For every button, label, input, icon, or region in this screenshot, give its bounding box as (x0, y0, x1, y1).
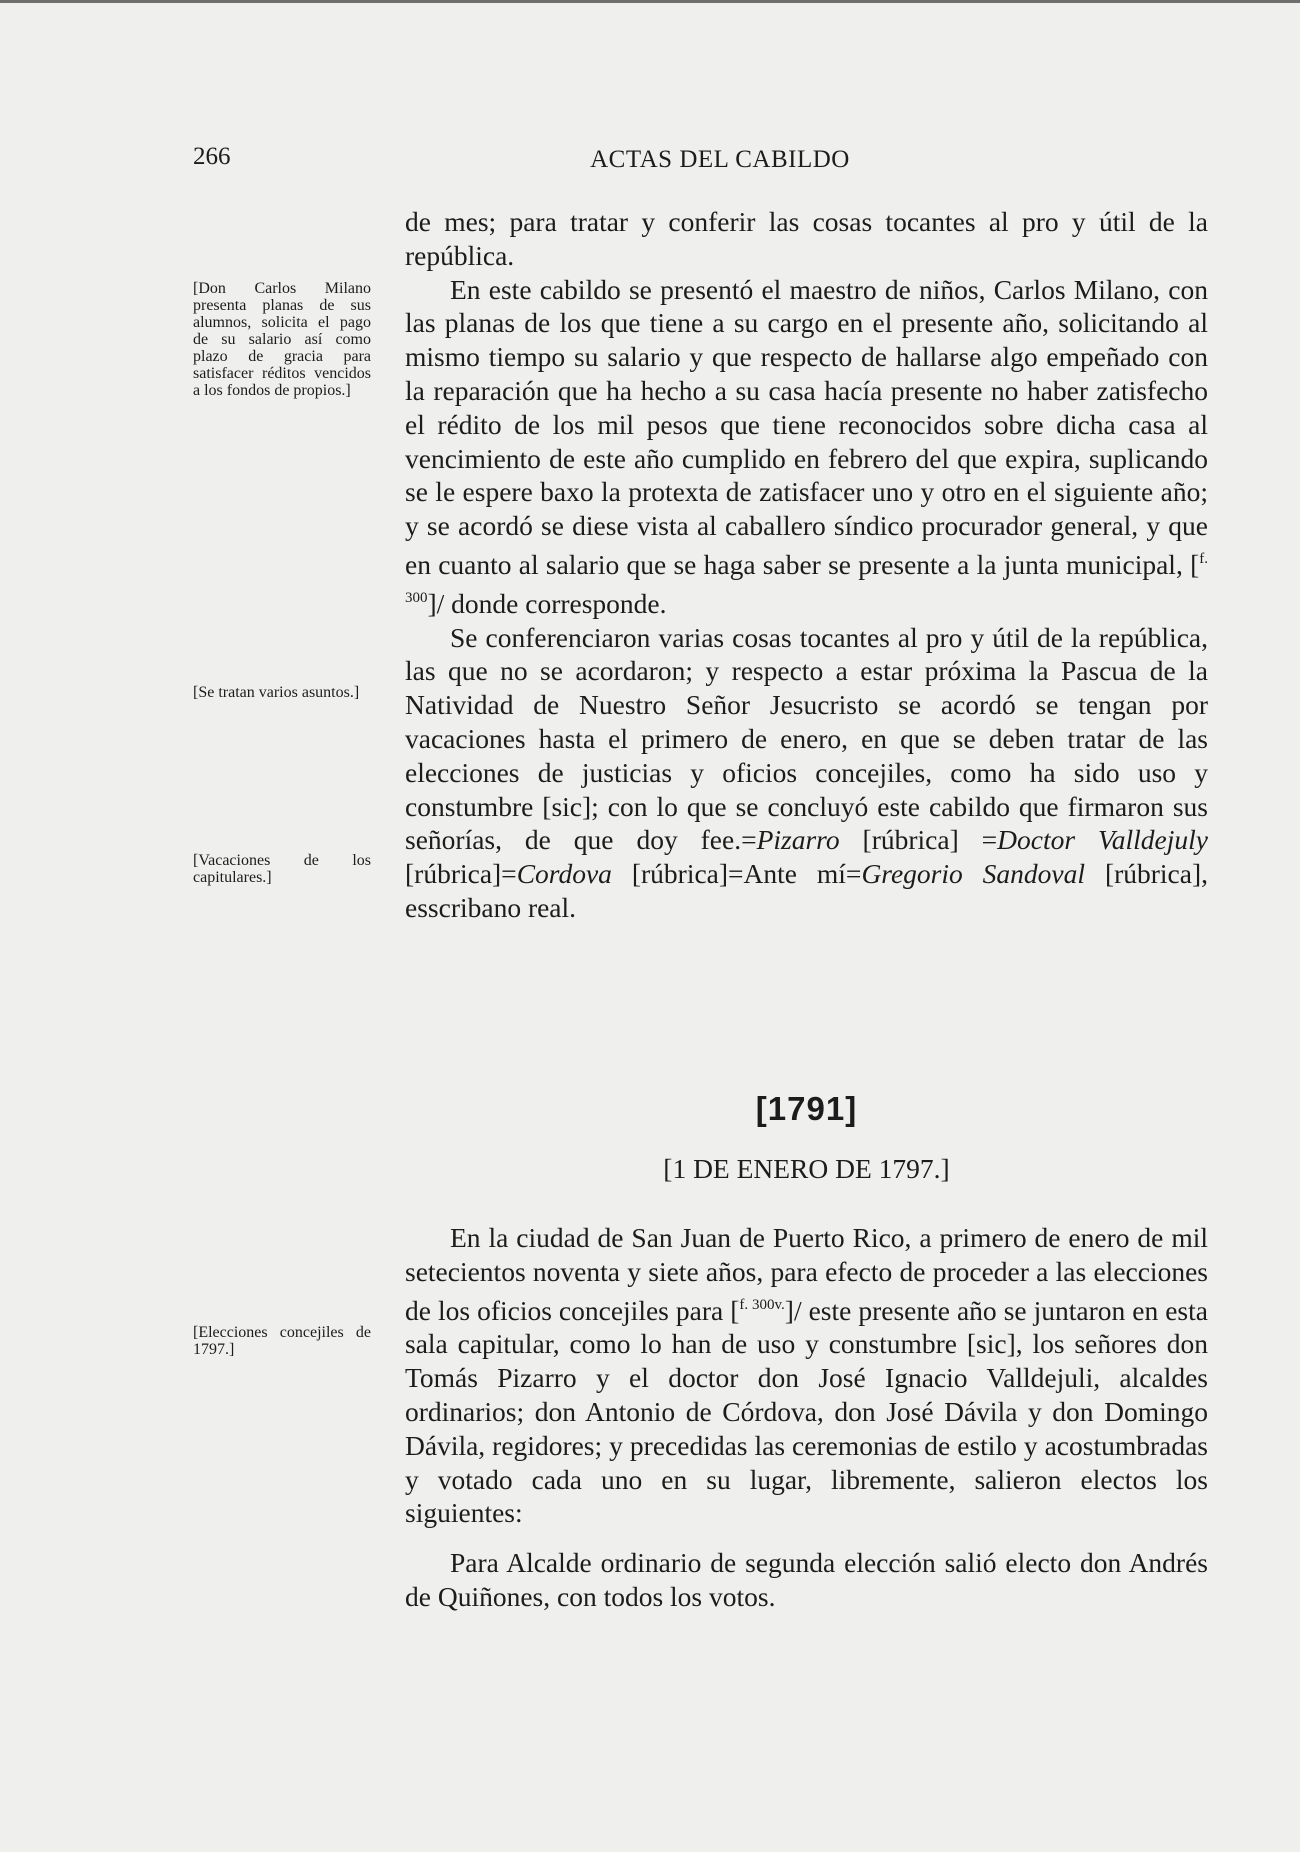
rubrica-3: [rúbrica]=Ante mí= (611, 858, 862, 890)
text-block-2 (405, 1221, 1208, 1614)
text-block-1 (405, 205, 1208, 925)
paragraph-elecciones-text: En la ciudad de San Juan de Puerto Rico, a primero de enero de mil setecientos noventa y siete años, para efecto de proceder a las elecciones de los oficios concejiles para [ (405, 1222, 1208, 1326)
margin-note-vacaciones: [Vacaciones de los capitulares.] (193, 852, 371, 886)
closing-text: [rúbrica], esscribano real. (405, 858, 1208, 923)
paragraph-vacaciones (405, 621, 1208, 925)
signature-sandoval: Gregorio Sandoval (861, 858, 1086, 890)
paragraph-continuation: de mes; para tratar y conferir las cosas tocantes al pro y útil de la república. (405, 206, 1208, 271)
signature-pizarro: Pizarro (756, 824, 840, 856)
signature-cordova: Cordova (516, 858, 612, 890)
paragraph-milano-end: ]/ donde corresponde. (427, 587, 667, 619)
folio-marker-verso: f. 300v. (739, 1296, 785, 1313)
margin-note-milano: [Don Carlos Milano presenta planas de sus alumnos, solicita el pago de su salario así como plazo de gracia para satisfacer réditos vencidos a los fondos de propios.] (193, 280, 371, 399)
rubrica-1: [rúbrica] = (839, 824, 998, 856)
paragraph-elecciones-end: ]/ este presente año se juntaron en esta sala capitular, como lo han de uso y constumbre [sic], los señores don Tomás Pizarro y el doctor don José Ignacio Valldejuli, alcaldes ordinarios; don Antonio de Córdova, don José Dávila y don Domingo Dávila, regidores; y precedidas las ceremonias de estilo y acostumbradas y votado cada uno en su lugar, libremente, salieron electos los siguientes: (405, 1294, 1208, 1529)
date-heading: [1 DE ENERO DE 1797.] (663, 1153, 950, 1184)
paragraph-milano (405, 273, 1208, 621)
year-heading: [1791] (755, 1090, 858, 1127)
folio-marker: f. 300 (405, 550, 1208, 606)
running-title: ACTAS DEL CABILDO (590, 146, 850, 173)
margin-note-asuntos: [Se tratan varios asuntos.] (193, 684, 360, 701)
margin-note-elecciones: [Elecciones concejiles de 1797.] (193, 1324, 371, 1358)
signature-valldejuly: Doctor Valldejuly (997, 824, 1208, 856)
rubrica-2: [rúbrica]= (405, 858, 517, 890)
paragraph-elecciones (405, 1221, 1208, 1530)
paragraph-alcalde: Para Alcalde ordinario de segunda elección salió electo don Andrés de Quiñones, con todos los votos. (405, 1547, 1208, 1612)
top-border-rule (0, 0, 1300, 3)
paragraph-milano-text: En este cabildo se presentó el maestro de niños, Carlos Milano, con las planas de los que tiene a su cargo en el presente año, solicitando al mismo tiempo su salario y que respecto de hallarse algo empeñado con la reparación que ha hecho a su casa hacía presente no haber zatisfecho el rédito de los mil pesos que tiene reconocidos sobre dicha casa al vencimiento de este año cumplido en febrero del que expira, suplicando se le espere baxo la protexta de zatisfacer uno y otro en el siguiente año; y se acordó se diese vista al caballero síndico procurador general, y que en cuanto al salario que se haga saber se presente a la junta municipal, [ (405, 273, 1208, 580)
page-number: 266 (193, 143, 231, 170)
paragraph-vacaciones-text: Se conferenciaron varias cosas tocantes al pro y útil de la república, las que no se acordaron; y respecto a estar próxima la Pascua de la Natividad de Nuestro Señor Jesucristo se acordó se tengan por vacaciones hasta el primero de enero, en que se deben tratar de las elecciones de justicias y oficios concejiles, como ha sido uso y constumbre [sic]; con lo que se concluyó este cabildo que firmaron sus señorías, de que doy fee.= (405, 621, 1208, 856)
